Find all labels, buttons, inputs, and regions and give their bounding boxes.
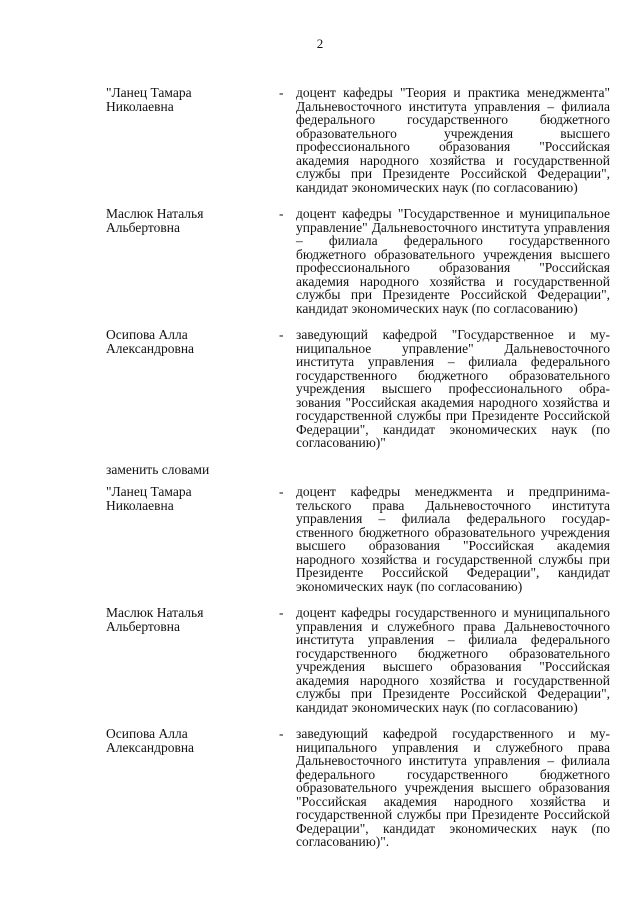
- entry-lanets-old: [106, 86, 610, 194]
- dash-separator: -: [279, 327, 284, 342]
- person-name: Осипова Алла Александровна: [106, 726, 195, 755]
- person-name: Маслюк Наталья Альбертовна: [106, 206, 204, 235]
- replace-phrase: заменить словами: [106, 461, 210, 477]
- position-description: заведующий кафедрой государственного и муниципального управления и служебного права Дальневосточного института управления – филиала федерального государственного бюджетного образовательного учреждения высшего образования "Российская академия народного хозяйства и государственной службы при Президенте Российской Федерации", кандидат экономических наук (по согласованию)".: [296, 726, 610, 849]
- entry-masliuk-new: [106, 606, 610, 714]
- entry-osipova-old: [106, 328, 610, 450]
- position-description: доцент кафедры менеджмента и предпринимательского права Дальневосточного института управления – филиала федерального государственного бюджетного образовательного учреждения высшего образования "Российская академия народного хозяйства и государственной службы при Президенте Российской Федерации", кандидат экономических наук (по согласованию): [296, 484, 610, 594]
- entry-osipova-new: [106, 727, 610, 849]
- entry-lanets-new: [106, 485, 610, 593]
- person-name: Маслюк Наталья Альбертовна: [106, 605, 204, 634]
- person-name: "Ланец Тамара Николаевна: [106, 484, 192, 513]
- person-name: Осипова Алла Александровна: [106, 327, 195, 356]
- dash-separator: -: [279, 85, 284, 100]
- position-description: доцент кафедры "Теория и практика менеджмента" Дальневосточного института управления – филиала федерального государственного бюджетного образовательного учреждения высшего профессионального образования "Российская академия народного хозяйства и государственной службы при Президенте Российской Федерации", кандидат экономических наук (по согласованию): [296, 85, 610, 195]
- dash-separator: -: [279, 206, 284, 221]
- dash-separator: -: [279, 726, 284, 741]
- person-name: "Ланец Тамара Николаевна: [106, 85, 192, 114]
- dash-separator: -: [279, 605, 284, 620]
- position-description: доцент кафедры государственного и муниципального управления и служебного права Дальневосточного института управления – филиала федерального государственного бюджетного образовательного учреждения высшего образования "Российская академия народного хозяйства и государственной службы при Президенте Российской Федерации", кандидат экономических наук (по согласованию): [296, 605, 610, 715]
- page-number: 2: [316, 36, 324, 51]
- position-description: заведующий кафедрой "Государственное и муниципальное управление" Дальневосточного института управления – филиала федерального государственного бюджетного образовательного учреждения высшего профессионального образования "Российская академия народного хозяйства и государственной службы при Президенте Российской Федерации", кандидат экономических наук (по согласованию)": [296, 327, 610, 450]
- dash-separator: -: [279, 484, 284, 499]
- entry-masliuk-old: [106, 207, 610, 315]
- position-description: доцент кафедры "Государственное и муниципальное управление" Дальневосточного института управления – филиала федерального государственного бюджетного образовательного учреждения высшего профессионального образования "Российская академия народного хозяйства и государственной службы при Президенте Российской Федерации", кандидат экономических наук (по согласованию): [296, 206, 610, 316]
- document-body: [106, 86, 610, 862]
